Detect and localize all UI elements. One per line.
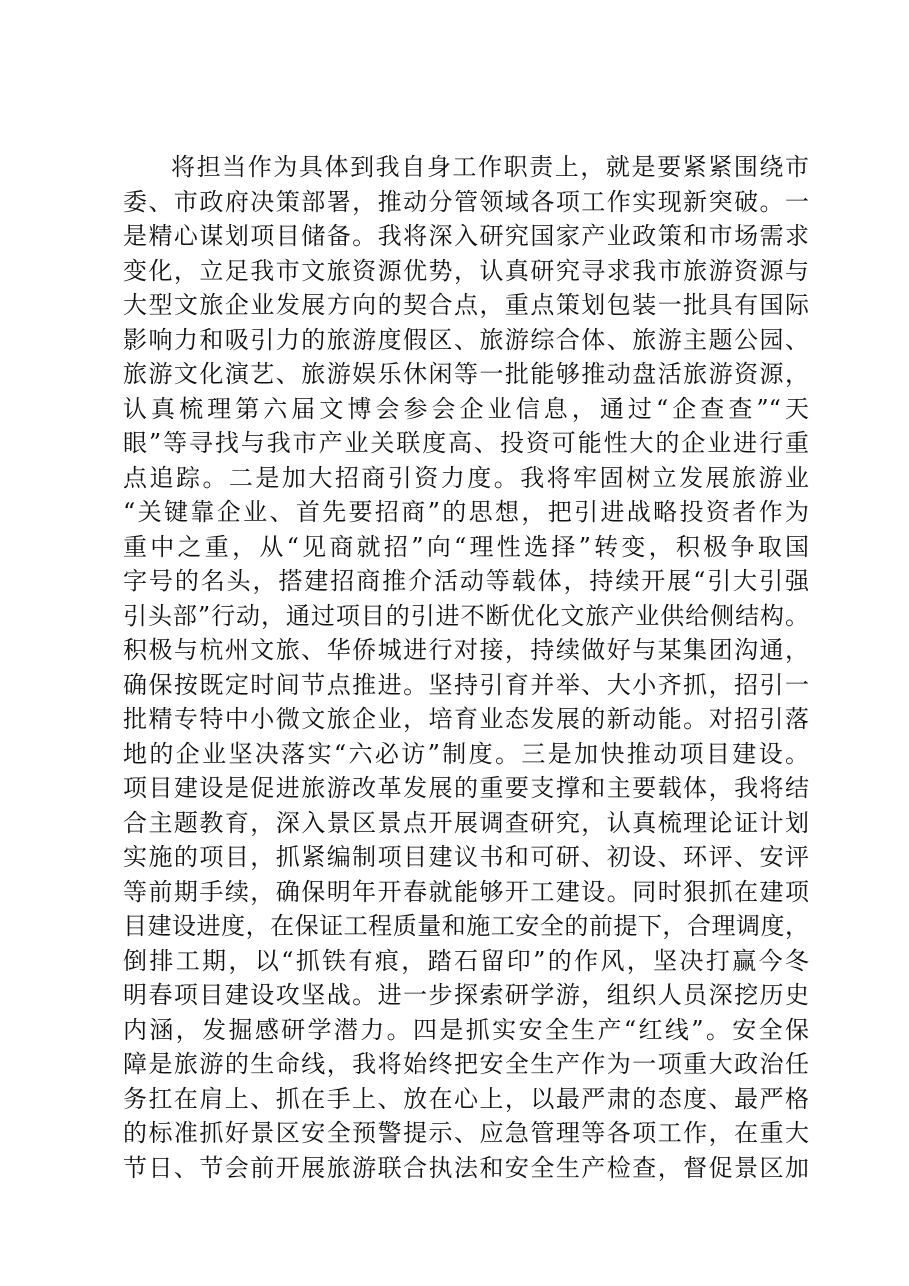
text-line: 积极与杭州文旅、华侨城进行对接，持续做好与某集团沟通， <box>123 636 809 664</box>
body-paragraph <box>123 150 809 1185</box>
text-line: 批精专特中小微文旅企业，培育业态发展的新动能。对招引落 <box>123 705 809 733</box>
text-line: 旅游文化演艺、旅游娱乐休闲等一批能够推动盘活旅游资源， <box>123 360 809 388</box>
text-line: 地的企业坚决落实“六必访”制度。三是加快推动项目建设。 <box>123 739 809 768</box>
text-line: 障是旅游的生命线，我将始终把安全生产作为一项重大政治任 <box>123 1050 809 1078</box>
text-line: 点追踪。二是加大招商引资力度。我将牢固树立发展旅游业 <box>123 463 809 492</box>
text-line: 眼”等寻找与我市产业关联度高、投资可能性大的企业进行重 <box>123 429 809 457</box>
text-line: 等前期手续，确保明年开春就能够开工建设。同时狠抓在建项 <box>123 877 809 906</box>
text-line: 大型文旅企业发展方向的契合点，重点策划包装一批具有国际 <box>123 291 809 319</box>
text-line: 的标准抓好景区安全预警提示、应急管理等各项工作，在重大 <box>123 1119 809 1147</box>
text-line: 字号的名头，搭建招商推介活动等载体，持续开展“引大引强 <box>123 567 809 595</box>
text-line: 明春项目建设攻坚战。进一步探索研学游，组织人员深挖历史 <box>123 981 809 1009</box>
text-line: 委、市政府决策部署，推动分管领域各项工作实现新突破。一 <box>123 187 809 216</box>
text-line: 影响力和吸引力的旅游度假区、旅游综合体、旅游主题公园、 <box>123 325 809 354</box>
text-line: 节日、节会前开展旅游联合执法和安全生产检查，督促景区加 <box>123 1153 809 1182</box>
text-line: 是精心谋划项目储备。我将深入研究国家产业政策和市场需求 <box>123 222 809 250</box>
text-line: “关键靠企业、首先要招商”的思想，把引进战略投资者作为 <box>123 498 809 526</box>
text-line: 确保按既定时间节点推进。坚持引育并举、大小齐抓，招引一 <box>123 670 809 699</box>
text-line: 项目建设是促进旅游改革发展的重要支撑和主要载体，我将结 <box>123 774 809 802</box>
text-line: 务扛在肩上、抓在手上、放在心上，以最严肃的态度、最严格 <box>123 1084 809 1113</box>
text-line: 倒排工期，以“抓铁有痕，踏石留印”的作风，坚决打赢今冬 <box>123 946 809 975</box>
text-line: 实施的项目，抓紧编制项目建议书和可研、初设、环评、安评 <box>123 843 809 871</box>
text-line: 合主题教育，深入景区景点开展调查研究，认真梳理论证计划 <box>123 808 809 837</box>
text-line: 目建设进度，在保证工程质量和施工安全的前提下，合理调度， <box>123 912 809 940</box>
text-line: 引头部”行动，通过项目的引进不断优化文旅产业供给侧结构。 <box>123 601 809 630</box>
text-line: 变化，立足我市文旅资源优势，认真研究寻求我市旅游资源与 <box>123 256 809 285</box>
text-line: 内涵，发掘感研学潜力。四是抓实安全生产“红线”。安全保 <box>123 1015 809 1044</box>
text-line: 将担当作为具体到我自身工作职责上，就是要紧紧围绕市 <box>171 153 809 181</box>
text-line: 认真梳理第六届文博会参会企业信息，通过“企查查”“天 <box>123 394 809 423</box>
text-line: 重中之重，从“见商就招”向“理性选择”转变，积极争取国 <box>123 532 809 561</box>
